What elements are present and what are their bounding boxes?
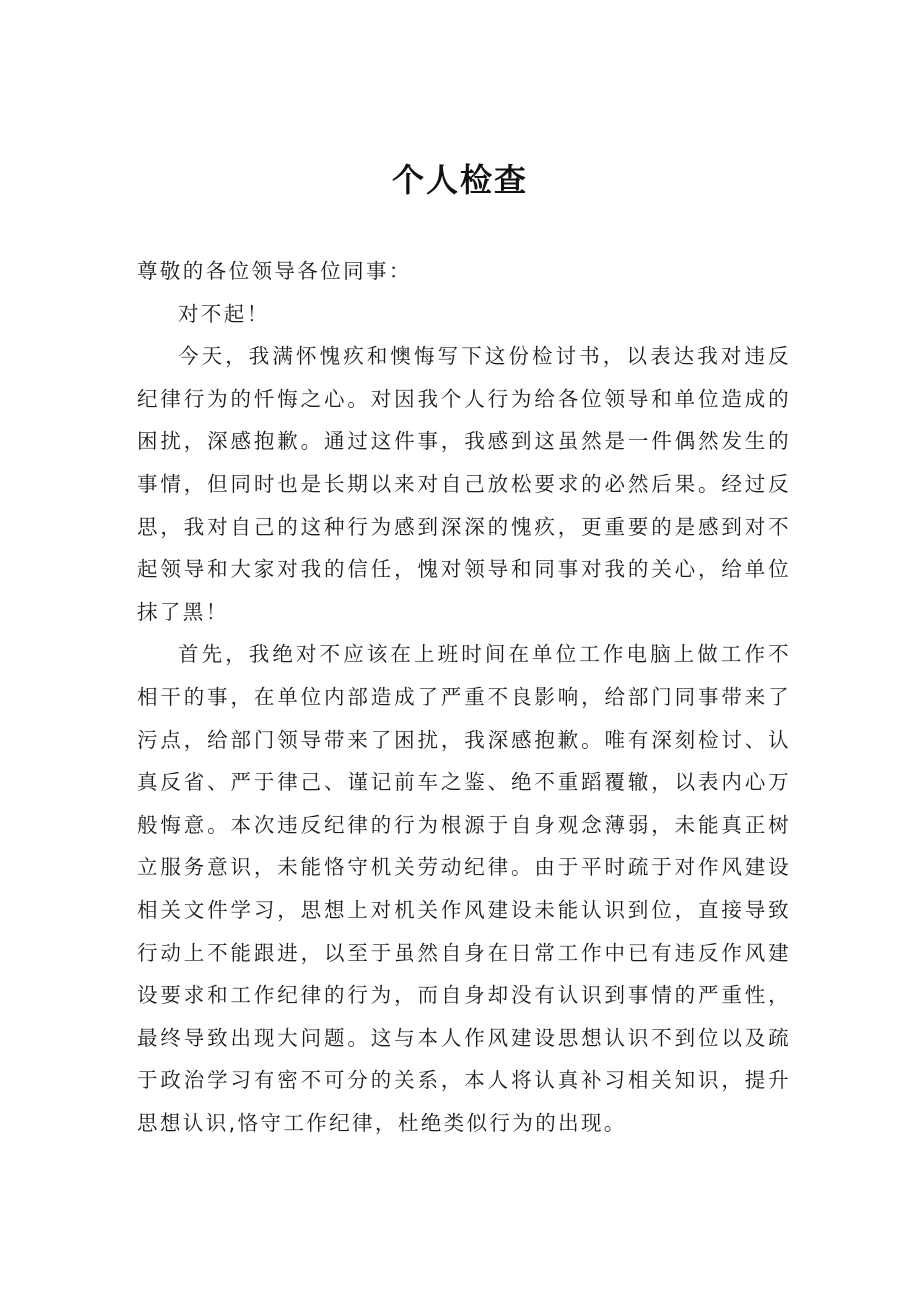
document-title: 个人检查 [391,161,528,199]
paragraph-first-point: 首先，我绝对不应该在上班时间在单位工作电脑上做工作不相干的事，在单位内部造成了严重不良影响，给部门同事带来了污点，给部门领导带来了困扰，我深感抱歉。唯有深刻检讨、认真反省、严于律己、谨记前车之鉴、绝不重蹈覆辙，以表内心万般悔意。本次违反纪律的行为根源于自身观念薄弱，未能真正树立服务意识，未能恪守机关劳动纪律。由于平时疏于对作风建设相关文件学习，思想上对机关作风建设未能认识到位，直接导致行动上不能跟进，以至于虽然自身在日常工作中已有违反作风建设要求和工作纪律的行为，而自身却没有认识到事情的严重性，最终导致出现大问题。这与本人作风建设思想认识不到位以及疏于政治学习有密不可分的关系，本人将认真补习相关知识，提升思想认识,恪守工作纪律，杜绝类似行为的出现。 [137,642,791,1135]
paragraph-reflection: 今天，我满怀愧疚和懊悔写下这份检讨书，以表达我对违反纪律行为的忏悔之心。对因我个人行为给各位领导和单位造成的困扰，深感抱歉。通过这件事，我感到这虽然是一件偶然发生的事情，但同时也是长期以来对自己放松要求的必然后果。经过反思，我对自己的这种行为感到深深的愧疚，更重要的是感到对不起领导和大家对我的信任，愧对领导和同事对我的关心，给单位抹了黑！ [137,344,791,624]
salutation: 尊敬的各位领导各位同事： [137,259,412,283]
paragraph-apology: 对不起！ [178,301,270,326]
document-body [137,250,791,1144]
